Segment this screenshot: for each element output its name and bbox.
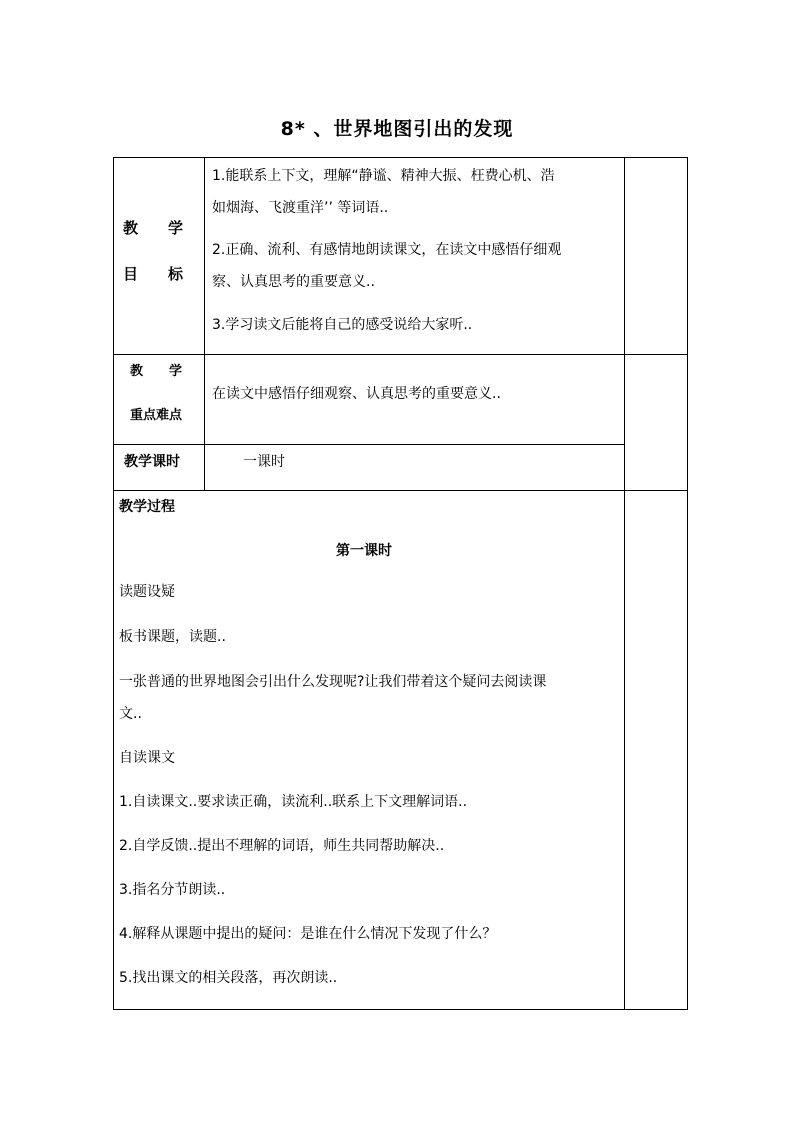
table-border-right xyxy=(687,157,688,1010)
row-divider-hours xyxy=(113,490,688,491)
table-border-bottom xyxy=(113,1009,688,1010)
lesson-hours-value: 一课时 xyxy=(243,454,285,470)
process-line: 文.. xyxy=(119,706,142,722)
keypoints-content: 在读文中感悟仔细观察、认真思考的重要意义.. xyxy=(212,386,501,402)
process-line: 读题设疑 xyxy=(119,584,175,600)
keypoints-label-line2: 重点难点 xyxy=(130,408,183,423)
objectives-label-line2: 目 标 xyxy=(123,265,184,283)
page-title: 8* 、世界地图引出的发现 xyxy=(280,118,514,140)
objective-item-2-line2: 察、认真思考的重要意义.. xyxy=(212,274,375,290)
process-label: 教学过程 xyxy=(119,499,175,515)
process-line: 1.自读课文..要求读正确，读流利..联系上下文理解词语.. xyxy=(119,794,468,810)
lesson-hours-label: 教学课时 xyxy=(124,454,180,470)
objective-item-1-line2: 如烟海、飞渡重洋’’ 等词语.. xyxy=(212,200,389,216)
session-title: 第一课时 xyxy=(336,543,392,559)
col-divider-label xyxy=(204,157,205,491)
objective-item-2-line1: 2.正确、流利、有感情地朗读课文，在读文中感悟仔细观 xyxy=(212,242,562,258)
objectives-label-line1: 教 学 xyxy=(123,219,184,237)
objective-item-3: 3.学习读文后能将自己的感受说给大家听.. xyxy=(212,317,473,333)
table-border-top xyxy=(113,157,688,158)
process-line: 5.找出课文的相关段落，再次朗读.. xyxy=(119,970,338,986)
process-line: 3.指名分节朗读.. xyxy=(119,882,226,898)
process-line: 自读课文 xyxy=(119,750,175,766)
table-border-left xyxy=(113,157,114,1010)
process-line: 2.自学反馈..提出不理解的词语，师生共同帮助解决.. xyxy=(119,838,445,854)
keypoints-label-line1: 教 学 xyxy=(130,364,183,379)
process-line: 4.解释从课题中提出的疑问：是谁在什么情况下发现了什么？ xyxy=(119,926,497,942)
process-line: 一张普通的世界地图会引出什么发现呢?让我们带着这个疑问去阅读课 xyxy=(119,674,547,690)
col-divider-notes xyxy=(624,157,625,1010)
row-divider-keypoints xyxy=(113,444,625,445)
process-line: 板书课题，读题.. xyxy=(119,629,226,645)
row-divider-objectives xyxy=(113,354,688,355)
objective-item-1-line1: 1.能联系上下文，理解“静谧、精神大振、枉费心机、浩 xyxy=(212,168,555,184)
